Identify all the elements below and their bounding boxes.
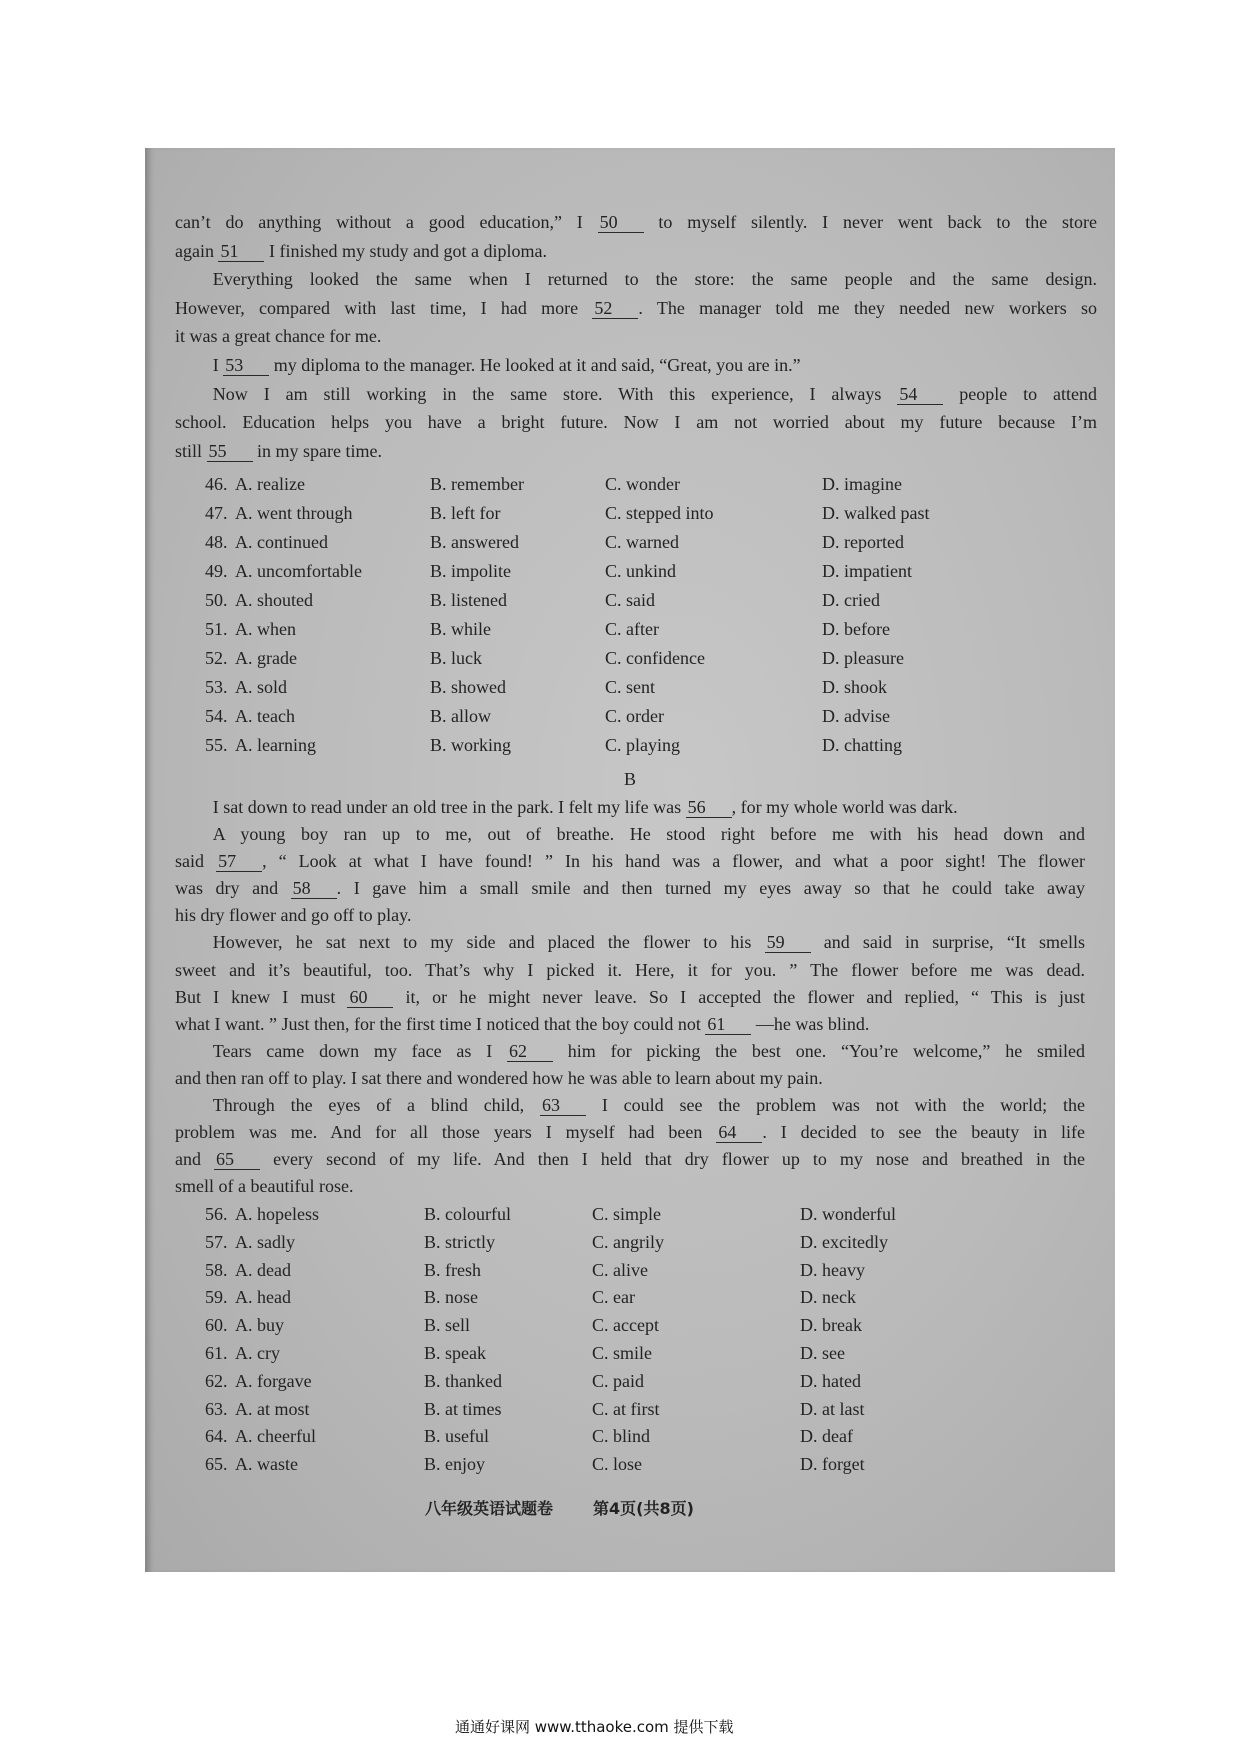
option-c: C. at first — [592, 1398, 660, 1419]
question-options-row — [0, 615, 1240, 644]
option-c: C. confidence — [605, 648, 705, 668]
option-c: C. order — [605, 706, 664, 726]
text-run: I sat down to read under an old tree in the park. I felt my life was — [212, 797, 686, 817]
paragraph — [175, 351, 1097, 380]
text-line — [175, 1011, 1085, 1038]
text-run: what I want. ” Just then, for the first time I noticed that the boy could not — [175, 1013, 706, 1034]
option-b: B. showed — [430, 677, 506, 697]
paper-title: 八年级英语试题卷 — [425, 1499, 554, 1518]
option-b: B. remember — [430, 474, 524, 494]
option-c: C. playing — [605, 735, 680, 755]
option-d: D. imagine — [822, 474, 902, 494]
option-a: A. cry — [235, 1342, 280, 1363]
blank-59: 59 — [765, 932, 811, 953]
question-options-row — [0, 1396, 1240, 1424]
question-number: 53. — [205, 677, 228, 697]
text-run: , “ Look at what I have found! ” In his hand was a flower, and what a poor sight! The flower — [262, 851, 1085, 872]
blank-56: 56 — [686, 797, 732, 818]
option-c: C. alive — [592, 1259, 648, 1280]
option-d: D. reported — [822, 532, 904, 552]
paragraph — [175, 794, 1085, 821]
question-options-row — [0, 1451, 1240, 1479]
text-line — [175, 322, 1097, 351]
question-options-row — [0, 470, 1240, 499]
text-run: still — [175, 440, 207, 461]
question-number: 59. — [205, 1287, 228, 1308]
blank-65: 65 — [214, 1149, 260, 1170]
text-line — [175, 1173, 1085, 1200]
option-d: D. advise — [822, 706, 890, 726]
text-run: However, compared with last time, I had more — [175, 297, 593, 318]
option-a: A. learning — [235, 735, 316, 755]
paragraph — [175, 821, 1085, 929]
question-number: 61. — [205, 1342, 228, 1363]
text-run: Now I am still working in the same store. With this experience, I always — [212, 383, 898, 404]
text-run: —he was blind. — [751, 1013, 870, 1034]
paragraph — [175, 265, 1097, 351]
option-b: B. enjoy — [424, 1454, 485, 1475]
option-a: A. uncomfortable — [235, 561, 362, 581]
blank-54: 54 — [897, 384, 943, 405]
option-c: C. wonder — [605, 474, 680, 494]
option-b: B. sell — [424, 1315, 471, 1336]
option-b: B. left for — [430, 503, 501, 523]
text-run: and — [175, 1149, 215, 1170]
question-options-row — [0, 1229, 1240, 1257]
question-number: 65. — [205, 1454, 228, 1475]
blank-61: 61 — [705, 1014, 751, 1035]
question-number: 51. — [205, 619, 228, 639]
option-b: B. working — [430, 735, 511, 755]
option-d: D. break — [800, 1315, 862, 1336]
option-c: C. unkind — [605, 561, 677, 581]
text-line — [175, 294, 1097, 323]
option-a: A. sadly — [235, 1231, 295, 1252]
option-b: B. strictly — [424, 1231, 495, 1252]
question-options-row — [0, 1312, 1240, 1340]
blank-52: 52 — [592, 298, 638, 319]
text-run: I could see the problem was not with the world; the — [586, 1095, 1085, 1116]
text-line — [175, 1038, 1085, 1065]
option-b: B. listened — [430, 590, 507, 610]
option-a: A. head — [235, 1287, 291, 1308]
blank-50: 50 — [598, 212, 644, 233]
question-options-row — [0, 586, 1240, 615]
question-options-row — [0, 499, 1240, 528]
question-number: 50. — [205, 590, 228, 610]
text-run: school. Education helps you have a bright future. Now I am not worried about my future because I’m — [175, 412, 1097, 433]
text-run: can’t do anything without a good education,” I — [175, 212, 598, 232]
option-d: D. chatting — [822, 735, 902, 755]
option-a: A. forgave — [235, 1370, 312, 1391]
text-run: . I decided to see the beauty in life — [762, 1122, 1085, 1143]
option-b: B. fresh — [424, 1259, 481, 1280]
text-line — [175, 821, 1085, 848]
text-line — [175, 1065, 1085, 1092]
option-c: C. simple — [592, 1204, 662, 1224]
question-number: 55. — [205, 735, 228, 755]
question-options-row — [0, 673, 1240, 702]
option-c: C. lose — [592, 1454, 643, 1475]
question-number: 46. — [205, 474, 228, 494]
option-b: B. colourful — [424, 1204, 511, 1224]
option-b: B. thanked — [424, 1370, 502, 1391]
paragraph — [175, 208, 1097, 265]
option-d: D. heavy — [800, 1259, 865, 1280]
text-line — [175, 265, 1097, 294]
blank-62: 62 — [507, 1041, 553, 1062]
text-line — [175, 848, 1085, 875]
option-a: A. sold — [235, 677, 288, 697]
question-number: 58. — [205, 1259, 228, 1280]
option-d: D. neck — [800, 1287, 856, 1308]
blank-60: 60 — [347, 987, 393, 1008]
question-options-row — [0, 1284, 1240, 1312]
option-d: D. see — [800, 1342, 845, 1363]
text-run: and said in surprise, “It smells — [810, 932, 1085, 953]
question-number: 48. — [205, 532, 228, 552]
paragraph — [175, 1092, 1085, 1200]
option-c: C. angrily — [592, 1231, 664, 1252]
text-run: smell of a beautiful rose. — [175, 1176, 354, 1197]
option-a: A. realize — [235, 474, 305, 494]
option-a: A. grade — [235, 648, 297, 668]
option-b: B. luck — [430, 648, 482, 668]
text-run: Through the eyes of a blind child, — [212, 1095, 541, 1116]
section-b-heading: B — [623, 769, 636, 789]
text-run: Everything looked the same when I returned to the store: the same people and the same design. — [212, 269, 1097, 290]
text-line — [175, 1092, 1085, 1119]
options-46-55 — [0, 470, 1240, 760]
text-line — [175, 929, 1085, 956]
option-d: D. forget — [800, 1454, 865, 1475]
option-d: D. deaf — [800, 1426, 853, 1447]
option-b: B. at times — [424, 1398, 502, 1419]
question-number: 54. — [205, 706, 228, 726]
text-run: it was a great chance for me. — [175, 326, 382, 347]
text-line — [175, 984, 1085, 1011]
option-d: D. walked past — [822, 503, 930, 523]
blank-57: 57 — [216, 851, 262, 872]
question-options-row — [0, 1257, 1240, 1285]
question-number: 60. — [205, 1315, 228, 1336]
option-c: C. smile — [592, 1342, 653, 1363]
text-run: was dry and — [175, 878, 291, 899]
text-run: problem was me. And for all those years I myself had been — [175, 1122, 717, 1143]
blank-51: 51 — [218, 241, 264, 262]
option-d: D. hated — [800, 1370, 861, 1391]
exam-page-footer — [425, 1496, 694, 1522]
option-d: D. pleasure — [822, 648, 904, 668]
option-d: D. impatient — [822, 561, 912, 581]
options-56-65 — [0, 1201, 1240, 1479]
option-b: B. while — [430, 619, 491, 639]
option-a: A. dead — [235, 1259, 291, 1280]
question-number: 49. — [205, 561, 228, 581]
paragraph — [175, 380, 1097, 466]
download-credit: 通通好课网 www.tthaoke.com 提供下载 — [455, 1718, 734, 1736]
paragraph — [175, 1038, 1085, 1092]
text-run: I — [212, 354, 224, 375]
text-run: every second of my life. And then I held that dry flower up to my nose and breathed in the — [260, 1149, 1085, 1170]
option-b: B. useful — [424, 1426, 489, 1447]
text-run: A young boy ran up to me, out of breathe. He stood right before me with his head down and — [212, 824, 1085, 845]
text-line — [175, 208, 1097, 237]
option-c: C. warned — [605, 532, 679, 552]
text-line — [175, 380, 1097, 409]
option-b: B. answered — [430, 532, 519, 552]
option-a: A. at most — [235, 1398, 310, 1419]
option-d: D. cried — [822, 590, 880, 610]
text-run: in my spare time. — [252, 440, 382, 461]
question-options-row — [0, 528, 1240, 557]
option-c: C. paid — [592, 1370, 644, 1391]
option-a: A. waste — [235, 1454, 298, 1475]
option-a: A. shouted — [235, 590, 313, 610]
question-options-row — [0, 1368, 1240, 1396]
text-run: However, he sat next to my side and placed the flower to his — [212, 932, 765, 953]
text-run: sweet and it’s beautiful, too. That’s why I picked it. Here, it for you. ” The flower before me was dead. — [175, 959, 1085, 980]
text-run: But I knew I must — [175, 986, 348, 1007]
question-options-row — [0, 1340, 1240, 1368]
option-a: A. continued — [235, 532, 328, 552]
option-d: D. before — [822, 619, 890, 639]
option-d: D. wonderful — [800, 1204, 896, 1224]
blank-58: 58 — [291, 878, 337, 899]
text-run: to myself silently. I never went back to the store — [643, 212, 1097, 232]
question-number: 57. — [205, 1231, 228, 1252]
page-number: 第4页(共8页) — [593, 1499, 694, 1518]
text-line — [175, 957, 1085, 984]
option-a: A. went through — [235, 503, 353, 523]
blank-55: 55 — [207, 441, 253, 462]
text-run: I finished my study and got a diploma. — [264, 240, 547, 261]
question-number: 52. — [205, 648, 228, 668]
question-options-row — [0, 557, 1240, 586]
text-line — [175, 794, 1085, 821]
option-d: D. excitedly — [800, 1231, 888, 1252]
option-a: A. when — [235, 619, 296, 639]
question-number: 64. — [205, 1426, 228, 1447]
option-c: C. sent — [605, 677, 656, 697]
text-run: again — [175, 240, 219, 261]
option-a: A. hopeless — [235, 1204, 319, 1224]
text-line — [175, 902, 1085, 929]
option-b: B. speak — [424, 1342, 486, 1363]
option-c: C. blind — [592, 1426, 651, 1447]
text-run: it, or he might never leave. So I accepted the flower and replied, “ This is just — [393, 986, 1085, 1007]
text-line — [175, 237, 1097, 266]
text-run: him for picking the best one. “You’re welcome,” he smiled — [552, 1040, 1085, 1061]
option-c: C. accept — [592, 1315, 659, 1336]
text-run: . I gave him a small smile and then turned my eyes away so that he could take away — [336, 878, 1085, 899]
text-run: , for my whole world was dark. — [731, 797, 958, 817]
option-b: B. allow — [430, 706, 491, 726]
question-options-row — [0, 644, 1240, 673]
blank-53: 53 — [223, 355, 269, 376]
option-c: C. said — [605, 590, 656, 610]
option-a: A. buy — [235, 1315, 284, 1336]
passage-a — [175, 208, 1097, 465]
question-number: 56. — [205, 1204, 228, 1224]
question-options-row — [0, 1423, 1240, 1451]
text-line — [175, 1146, 1085, 1173]
option-d: D. at last — [800, 1398, 865, 1419]
paragraph — [175, 929, 1085, 1037]
question-options-row — [0, 702, 1240, 731]
text-run: people to attend — [943, 383, 1097, 404]
text-line — [175, 437, 1097, 466]
option-b: B. impolite — [430, 561, 511, 581]
text-run: and then ran off to play. I sat there and wondered how he was able to learn about my pain. — [175, 1067, 823, 1088]
option-c: C. ear — [592, 1287, 635, 1308]
option-b: B. nose — [424, 1287, 478, 1308]
option-c: C. after — [605, 619, 659, 639]
question-options-row — [0, 1201, 1240, 1229]
question-number: 47. — [205, 503, 228, 523]
text-line — [175, 408, 1097, 437]
blank-63: 63 — [540, 1095, 586, 1116]
question-options-row — [0, 731, 1240, 760]
question-number: 62. — [205, 1370, 228, 1391]
blank-64: 64 — [716, 1122, 762, 1143]
option-a: A. teach — [235, 706, 295, 726]
option-a: A. cheerful — [235, 1426, 316, 1447]
question-number: 63. — [205, 1398, 228, 1419]
option-c: C. stepped into — [605, 503, 714, 523]
text-run: . The manager told me they needed new workers so — [638, 297, 1097, 318]
passage-b — [175, 794, 1085, 1200]
text-run: his dry flower and go off to play. — [175, 905, 412, 926]
text-run: said — [175, 851, 217, 872]
text-run: Tears came down my face as I — [212, 1040, 507, 1061]
option-d: D. shook — [822, 677, 888, 697]
text-line — [175, 1119, 1085, 1146]
text-line — [175, 875, 1085, 902]
text-run: my diploma to the manager. He looked at it and said, “Great, you are in.” — [269, 354, 801, 375]
text-line — [175, 351, 1097, 380]
